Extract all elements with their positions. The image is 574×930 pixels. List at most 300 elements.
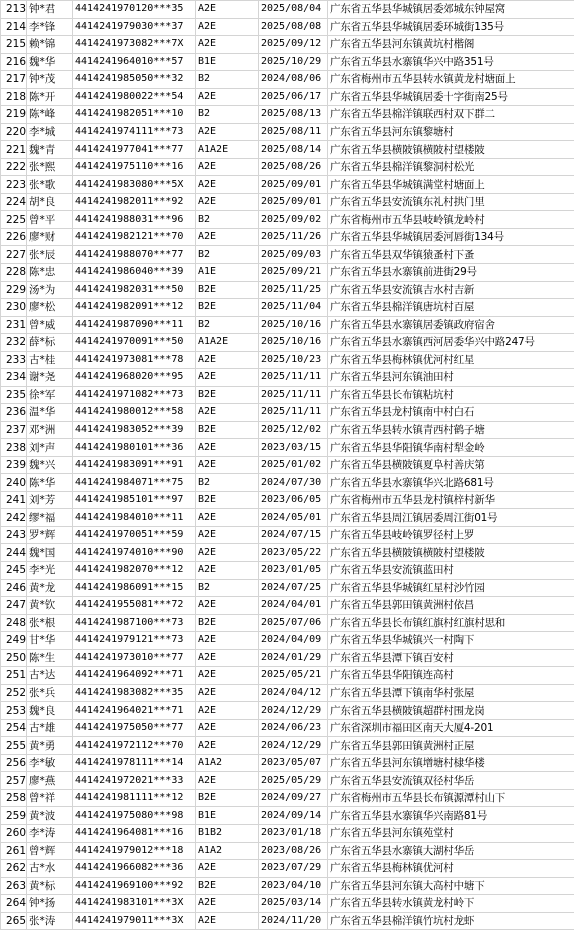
id-number-cell[interactable]: 4414241972112***70 xyxy=(73,737,196,755)
date-cell[interactable]: 2024/06/23 xyxy=(259,719,328,737)
date-cell[interactable]: 2024/07/15 xyxy=(259,526,328,544)
name-cell[interactable]: 古*雄 xyxy=(27,719,73,737)
id-number-cell[interactable]: 4414241973010***77 xyxy=(73,649,196,667)
id-number-cell[interactable]: 4414241979030***37 xyxy=(73,18,196,36)
name-cell[interactable]: 陈*生 xyxy=(27,649,73,667)
name-cell[interactable]: 钟*茂 xyxy=(27,71,73,89)
license-class-cell[interactable]: A2E xyxy=(196,667,259,685)
id-number-cell[interactable]: 4414241987090***11 xyxy=(73,316,196,334)
address-cell[interactable]: 广东省五华县横陂镇夏阜村善庆第 xyxy=(328,456,574,474)
date-cell[interactable]: 2025/10/29 xyxy=(259,53,328,71)
date-cell[interactable]: 2024/07/25 xyxy=(259,579,328,597)
row-number-cell[interactable]: 254 xyxy=(1,719,27,737)
date-cell[interactable]: 2023/08/26 xyxy=(259,842,328,860)
address-cell[interactable]: 广东省五华县水寨镇西河居委华兴中路247号 xyxy=(328,334,574,352)
row-number-cell[interactable]: 217 xyxy=(1,71,27,89)
row-number-cell[interactable]: 223 xyxy=(1,176,27,194)
id-number-cell[interactable]: 4414241971082***73 xyxy=(73,386,196,404)
license-class-cell[interactable]: B1B2 xyxy=(196,824,259,842)
name-cell[interactable]: 徐*军 xyxy=(27,386,73,404)
row-number-cell[interactable]: 232 xyxy=(1,334,27,352)
license-class-cell[interactable]: B2E xyxy=(196,877,259,895)
address-cell[interactable]: 广东省五华县华城镇满堂村塘面上 xyxy=(328,176,574,194)
date-cell[interactable]: 2024/11/20 xyxy=(259,912,328,930)
id-number-cell[interactable]: 4414241984071***75 xyxy=(73,474,196,492)
license-class-cell[interactable]: B2E xyxy=(196,386,259,404)
name-cell[interactable]: 钟*扬 xyxy=(27,895,73,913)
row-number-cell[interactable]: 221 xyxy=(1,141,27,159)
row-number-cell[interactable]: 239 xyxy=(1,456,27,474)
address-cell[interactable]: 广东省五华县长布镇红旗村红旗村思和 xyxy=(328,614,574,632)
row-number-cell[interactable]: 236 xyxy=(1,404,27,422)
id-number-cell[interactable]: 4414241986091***15 xyxy=(73,579,196,597)
address-cell[interactable]: 广东省五华县棉洋镇黎洞村松光 xyxy=(328,158,574,176)
license-class-cell[interactable]: A1A2 xyxy=(196,842,259,860)
name-cell[interactable]: 张*根 xyxy=(27,614,73,632)
id-number-cell[interactable]: 4414241970120***35 xyxy=(73,1,196,19)
license-class-cell[interactable]: A2E xyxy=(196,526,259,544)
license-class-cell[interactable]: A2E xyxy=(196,158,259,176)
row-number-cell[interactable]: 228 xyxy=(1,263,27,281)
address-cell[interactable]: 广东省五华县郭田镇黄洲村正屋 xyxy=(328,737,574,755)
date-cell[interactable]: 2023/01/18 xyxy=(259,824,328,842)
date-cell[interactable]: 2025/11/25 xyxy=(259,281,328,299)
id-number-cell[interactable]: 4414241968020***95 xyxy=(73,369,196,387)
address-cell[interactable]: 广东省五华县华城镇红星村沙竹园 xyxy=(328,579,574,597)
row-number-cell[interactable]: 263 xyxy=(1,877,27,895)
address-cell[interactable]: 广东省五华县周江镇居委周江街01号 xyxy=(328,509,574,527)
id-number-cell[interactable]: 4414241985050***32 xyxy=(73,71,196,89)
address-cell[interactable]: 广东省五华县河东镇黎塘村 xyxy=(328,123,574,141)
row-number-cell[interactable]: 238 xyxy=(1,439,27,457)
id-number-cell[interactable]: 4414241984010***11 xyxy=(73,509,196,527)
name-cell[interactable]: 张*兵 xyxy=(27,684,73,702)
id-number-cell[interactable]: 4414241974010***90 xyxy=(73,544,196,562)
name-cell[interactable]: 张*涛 xyxy=(27,912,73,930)
id-number-cell[interactable]: 4414241979012***18 xyxy=(73,842,196,860)
row-number-cell[interactable]: 214 xyxy=(1,18,27,36)
date-cell[interactable]: 2024/04/01 xyxy=(259,597,328,615)
address-cell[interactable]: 广东省五华县河东镇油田村 xyxy=(328,369,574,387)
row-number-cell[interactable]: 230 xyxy=(1,299,27,317)
license-class-cell[interactable]: A2E xyxy=(196,228,259,246)
license-class-cell[interactable]: B2 xyxy=(196,579,259,597)
row-number-cell[interactable]: 243 xyxy=(1,526,27,544)
license-class-cell[interactable]: B2E xyxy=(196,614,259,632)
address-cell[interactable]: 广东省五华县华城镇居委十字街南25号 xyxy=(328,88,574,106)
license-class-cell[interactable]: A2E xyxy=(196,509,259,527)
row-number-cell[interactable]: 262 xyxy=(1,860,27,878)
license-class-cell[interactable]: B2 xyxy=(196,71,259,89)
license-class-cell[interactable]: A2E xyxy=(196,123,259,141)
date-cell[interactable]: 2025/11/11 xyxy=(259,369,328,387)
date-cell[interactable]: 2025/11/04 xyxy=(259,299,328,317)
address-cell[interactable]: 广东省五华县华阳镇连高村 xyxy=(328,667,574,685)
name-cell[interactable]: 刘*芳 xyxy=(27,491,73,509)
license-class-cell[interactable]: A2E xyxy=(196,895,259,913)
date-cell[interactable]: 2024/07/30 xyxy=(259,474,328,492)
address-cell[interactable]: 广东省五华县安流镇东礼村拱门里 xyxy=(328,193,574,211)
date-cell[interactable]: 2025/06/17 xyxy=(259,88,328,106)
license-class-cell[interactable]: A1A2E xyxy=(196,141,259,159)
name-cell[interactable]: 魏*国 xyxy=(27,544,73,562)
license-class-cell[interactable]: A2E xyxy=(196,684,259,702)
address-cell[interactable]: 广东省五华县岐岭镇罗径村上罗 xyxy=(328,526,574,544)
address-cell[interactable]: 广东省五华县水寨镇大湖村华岳 xyxy=(328,842,574,860)
id-number-cell[interactable]: 4414241975080***98 xyxy=(73,807,196,825)
date-cell[interactable]: 2025/05/21 xyxy=(259,667,328,685)
row-number-cell[interactable]: 259 xyxy=(1,807,27,825)
date-cell[interactable]: 2025/11/11 xyxy=(259,404,328,422)
date-cell[interactable]: 2023/07/29 xyxy=(259,860,328,878)
id-number-cell[interactable]: 4414241983080***5X xyxy=(73,176,196,194)
name-cell[interactable]: 黄*波 xyxy=(27,807,73,825)
license-class-cell[interactable]: A2E xyxy=(196,772,259,790)
row-number-cell[interactable]: 247 xyxy=(1,597,27,615)
name-cell[interactable]: 黄*龙 xyxy=(27,579,73,597)
license-class-cell[interactable]: A1E xyxy=(196,263,259,281)
license-class-cell[interactable]: B2E xyxy=(196,421,259,439)
id-number-cell[interactable]: 4414241983101***3X xyxy=(73,895,196,913)
address-cell[interactable]: 广东省梅州市五华县龙村镇梓村新华 xyxy=(328,491,574,509)
id-number-cell[interactable]: 4414241979011***3X xyxy=(73,912,196,930)
license-class-cell[interactable]: A2E xyxy=(196,1,259,19)
name-cell[interactable]: 古*桂 xyxy=(27,351,73,369)
license-class-cell[interactable]: B2 xyxy=(196,106,259,124)
date-cell[interactable]: 2025/09/01 xyxy=(259,176,328,194)
date-cell[interactable]: 2023/01/05 xyxy=(259,562,328,580)
address-cell[interactable]: 广东省五华县龙村镇南中村白石 xyxy=(328,404,574,422)
name-cell[interactable]: 古*水 xyxy=(27,860,73,878)
license-class-cell[interactable]: A2E xyxy=(196,649,259,667)
address-cell[interactable]: 广东省五华县双华镇猿蚤村下蚤 xyxy=(328,246,574,264)
date-cell[interactable]: 2025/09/01 xyxy=(259,193,328,211)
license-class-cell[interactable]: B2 xyxy=(196,474,259,492)
date-cell[interactable]: 2025/09/12 xyxy=(259,36,328,54)
name-cell[interactable]: 邓*洲 xyxy=(27,421,73,439)
id-number-cell[interactable]: 4414241981111***12 xyxy=(73,789,196,807)
row-number-cell[interactable]: 222 xyxy=(1,158,27,176)
row-number-cell[interactable]: 245 xyxy=(1,562,27,580)
id-number-cell[interactable]: 4414241986040***39 xyxy=(73,263,196,281)
license-class-cell[interactable]: A2E xyxy=(196,737,259,755)
name-cell[interactable]: 魏*青 xyxy=(27,141,73,159)
address-cell[interactable]: 广东省五华县水寨镇华兴北路681号 xyxy=(328,474,574,492)
row-number-cell[interactable]: 253 xyxy=(1,702,27,720)
row-number-cell[interactable]: 252 xyxy=(1,684,27,702)
date-cell[interactable]: 2025/08/26 xyxy=(259,158,328,176)
address-cell[interactable]: 广东省五华县水寨镇居委镇政府宿舍 xyxy=(328,316,574,334)
address-cell[interactable]: 广东省梅州市五华县转水镇黄龙村塘面上 xyxy=(328,71,574,89)
row-number-cell[interactable]: 218 xyxy=(1,88,27,106)
id-number-cell[interactable]: 4414241987100***73 xyxy=(73,614,196,632)
row-number-cell[interactable]: 242 xyxy=(1,509,27,527)
row-number-cell[interactable]: 258 xyxy=(1,789,27,807)
row-number-cell[interactable]: 241 xyxy=(1,491,27,509)
date-cell[interactable]: 2025/10/16 xyxy=(259,334,328,352)
date-cell[interactable]: 2023/04/10 xyxy=(259,877,328,895)
id-number-cell[interactable]: 4414241975110***16 xyxy=(73,158,196,176)
date-cell[interactable]: 2025/11/11 xyxy=(259,386,328,404)
name-cell[interactable]: 甘*华 xyxy=(27,632,73,650)
name-cell[interactable]: 陈*开 xyxy=(27,88,73,106)
row-number-cell[interactable]: 219 xyxy=(1,106,27,124)
name-cell[interactable]: 魏*良 xyxy=(27,702,73,720)
name-cell[interactable]: 曾*平 xyxy=(27,211,73,229)
date-cell[interactable]: 2023/05/22 xyxy=(259,544,328,562)
id-number-cell[interactable]: 4414241983091***91 xyxy=(73,456,196,474)
id-number-cell[interactable]: 4414241982051***10 xyxy=(73,106,196,124)
address-cell[interactable]: 广东省深圳市福田区南天大厦4-201 xyxy=(328,719,574,737)
name-cell[interactable]: 陈*华 xyxy=(27,474,73,492)
name-cell[interactable]: 陈*峰 xyxy=(27,106,73,124)
address-cell[interactable]: 广东省五华县水寨镇华兴南路81号 xyxy=(328,807,574,825)
address-cell[interactable]: 广东省五华县华阳镇华南村犁金岭 xyxy=(328,439,574,457)
license-class-cell[interactable]: A2E xyxy=(196,719,259,737)
license-class-cell[interactable]: A2E xyxy=(196,36,259,54)
name-cell[interactable]: 曾*辉 xyxy=(27,842,73,860)
date-cell[interactable]: 2025/08/11 xyxy=(259,123,328,141)
row-number-cell[interactable]: 227 xyxy=(1,246,27,264)
address-cell[interactable]: 广东省五华县华城镇居委郊城东钟屋窝 xyxy=(328,1,574,19)
row-number-cell[interactable]: 226 xyxy=(1,228,27,246)
row-number-cell[interactable]: 237 xyxy=(1,421,27,439)
row-number-cell[interactable]: 255 xyxy=(1,737,27,755)
id-number-cell[interactable]: 4414241964021***71 xyxy=(73,702,196,720)
id-number-cell[interactable]: 4414241974111***73 xyxy=(73,123,196,141)
name-cell[interactable]: 薛*标 xyxy=(27,334,73,352)
address-cell[interactable]: 广东省五华县华城镇居委河唇街134号 xyxy=(328,228,574,246)
name-cell[interactable]: 温*华 xyxy=(27,404,73,422)
address-cell[interactable]: 广东省五华县转水镇青西村鹤子塘 xyxy=(328,421,574,439)
date-cell[interactable]: 2025/03/14 xyxy=(259,895,328,913)
license-class-cell[interactable]: B2E xyxy=(196,789,259,807)
license-class-cell[interactable]: A2E xyxy=(196,18,259,36)
name-cell[interactable]: 李*敏 xyxy=(27,754,73,772)
row-number-cell[interactable]: 225 xyxy=(1,211,27,229)
date-cell[interactable]: 2024/12/29 xyxy=(259,737,328,755)
address-cell[interactable]: 广东省五华县华城镇居委环城街135号 xyxy=(328,18,574,36)
license-class-cell[interactable]: A2E xyxy=(196,439,259,457)
date-cell[interactable]: 2025/12/02 xyxy=(259,421,328,439)
row-number-cell[interactable]: 261 xyxy=(1,842,27,860)
license-class-cell[interactable]: A2E xyxy=(196,702,259,720)
address-cell[interactable]: 广东省五华县河东镇苑堂村 xyxy=(328,824,574,842)
address-cell[interactable]: 广东省梅州市五华县岐岭镇龙岭村 xyxy=(328,211,574,229)
name-cell[interactable]: 魏*兴 xyxy=(27,456,73,474)
name-cell[interactable]: 廖*松 xyxy=(27,299,73,317)
id-number-cell[interactable]: 4414241988031***96 xyxy=(73,211,196,229)
date-cell[interactable]: 2024/01/29 xyxy=(259,649,328,667)
license-class-cell[interactable]: A2E xyxy=(196,404,259,422)
address-cell[interactable]: 广东省五华县潭下镇百安村 xyxy=(328,649,574,667)
date-cell[interactable]: 2025/08/14 xyxy=(259,141,328,159)
row-number-cell[interactable]: 220 xyxy=(1,123,27,141)
id-number-cell[interactable]: 4414241980022***54 xyxy=(73,88,196,106)
name-cell[interactable]: 李*锋 xyxy=(27,18,73,36)
address-cell[interactable]: 广东省五华县安流镇蓝田村 xyxy=(328,562,574,580)
license-class-cell[interactable]: B2E xyxy=(196,281,259,299)
address-cell[interactable]: 广东省五华县横陂镇超群村围龙岗 xyxy=(328,702,574,720)
address-cell[interactable]: 广东省五华县转水镇黄龙村岭下 xyxy=(328,895,574,913)
address-cell[interactable]: 广东省五华县安流镇吉水村吉新 xyxy=(328,281,574,299)
id-number-cell[interactable]: 4414241966082***36 xyxy=(73,860,196,878)
name-cell[interactable]: 黄*勇 xyxy=(27,737,73,755)
date-cell[interactable]: 2025/08/04 xyxy=(259,1,328,19)
name-cell[interactable]: 钟*君 xyxy=(27,1,73,19)
name-cell[interactable]: 魏*华 xyxy=(27,53,73,71)
address-cell[interactable]: 广东省五华县潭下镇南华村张屋 xyxy=(328,684,574,702)
date-cell[interactable]: 2025/08/13 xyxy=(259,106,328,124)
license-class-cell[interactable]: A2E xyxy=(196,176,259,194)
license-class-cell[interactable]: A2E xyxy=(196,351,259,369)
row-number-cell[interactable]: 244 xyxy=(1,544,27,562)
license-class-cell[interactable]: B1E xyxy=(196,807,259,825)
address-cell[interactable]: 广东省五华县河东镇增塘村棣华楼 xyxy=(328,754,574,772)
date-cell[interactable]: 2025/07/06 xyxy=(259,614,328,632)
row-number-cell[interactable]: 215 xyxy=(1,36,27,54)
address-cell[interactable]: 广东省五华县水寨镇华兴中路351号 xyxy=(328,53,574,71)
date-cell[interactable]: 2024/08/06 xyxy=(259,71,328,89)
row-number-cell[interactable]: 213 xyxy=(1,1,27,19)
license-class-cell[interactable]: A2E xyxy=(196,860,259,878)
name-cell[interactable]: 李*光 xyxy=(27,562,73,580)
date-cell[interactable]: 2025/10/23 xyxy=(259,351,328,369)
row-number-cell[interactable]: 248 xyxy=(1,614,27,632)
row-number-cell[interactable]: 264 xyxy=(1,895,27,913)
address-cell[interactable]: 广东省五华县河东镇黄坑村楷阁 xyxy=(328,36,574,54)
date-cell[interactable]: 2024/09/27 xyxy=(259,789,328,807)
license-class-cell[interactable]: B2 xyxy=(196,316,259,334)
id-number-cell[interactable]: 4414241970051***59 xyxy=(73,526,196,544)
name-cell[interactable]: 李*城 xyxy=(27,123,73,141)
row-number-cell[interactable]: 256 xyxy=(1,754,27,772)
address-cell[interactable]: 广东省五华县棉洋镇联西村双下群二 xyxy=(328,106,574,124)
address-cell[interactable]: 广东省五华县长布镇粘坑村 xyxy=(328,386,574,404)
name-cell[interactable]: 张*熙 xyxy=(27,158,73,176)
address-cell[interactable]: 广东省五华县郭田镇黄洲村依昌 xyxy=(328,597,574,615)
address-cell[interactable]: 广东省五华县梅林镇优河村红星 xyxy=(328,351,574,369)
name-cell[interactable]: 汤*为 xyxy=(27,281,73,299)
id-number-cell[interactable]: 4414241973081***78 xyxy=(73,351,196,369)
license-class-cell[interactable]: A2E xyxy=(196,562,259,580)
id-number-cell[interactable]: 4414241977041***77 xyxy=(73,141,196,159)
name-cell[interactable]: 廖*财 xyxy=(27,228,73,246)
id-number-cell[interactable]: 4414241982031***50 xyxy=(73,281,196,299)
address-cell[interactable]: 广东省五华县华城镇兴一村陶下 xyxy=(328,632,574,650)
row-number-cell[interactable]: 250 xyxy=(1,649,27,667)
id-number-cell[interactable]: 4414241972021***33 xyxy=(73,772,196,790)
row-number-cell[interactable]: 231 xyxy=(1,316,27,334)
name-cell[interactable]: 张*歌 xyxy=(27,176,73,194)
id-number-cell[interactable]: 4414241982091***12 xyxy=(73,299,196,317)
address-cell[interactable]: 广东省梅州市五华县长布镇源潭村山下 xyxy=(328,789,574,807)
name-cell[interactable]: 刘*声 xyxy=(27,439,73,457)
id-number-cell[interactable]: 4414241964010***57 xyxy=(73,53,196,71)
date-cell[interactable]: 2025/08/08 xyxy=(259,18,328,36)
license-class-cell[interactable]: B2 xyxy=(196,246,259,264)
id-number-cell[interactable]: 4414241983082***35 xyxy=(73,684,196,702)
row-number-cell[interactable]: 233 xyxy=(1,351,27,369)
license-class-cell[interactable]: B2 xyxy=(196,211,259,229)
license-class-cell[interactable]: A2E xyxy=(196,912,259,930)
address-cell[interactable]: 广东省五华县横陂镇横陂村望楼陂 xyxy=(328,544,574,562)
row-number-cell[interactable]: 234 xyxy=(1,369,27,387)
id-number-cell[interactable]: 4414241964092***71 xyxy=(73,667,196,685)
date-cell[interactable]: 2025/10/16 xyxy=(259,316,328,334)
row-number-cell[interactable]: 216 xyxy=(1,53,27,71)
name-cell[interactable]: 李*涛 xyxy=(27,824,73,842)
license-class-cell[interactable]: A2E xyxy=(196,597,259,615)
license-class-cell[interactable]: B2E xyxy=(196,491,259,509)
id-number-cell[interactable]: 4414241982121***70 xyxy=(73,228,196,246)
address-cell[interactable]: 广东省五华县安流镇双径村华岳 xyxy=(328,772,574,790)
license-class-cell[interactable]: A2E xyxy=(196,632,259,650)
license-class-cell[interactable]: A2E xyxy=(196,88,259,106)
row-number-cell[interactable]: 265 xyxy=(1,912,27,930)
name-cell[interactable]: 廖*燕 xyxy=(27,772,73,790)
date-cell[interactable]: 2025/11/26 xyxy=(259,228,328,246)
license-class-cell[interactable]: A2E xyxy=(196,544,259,562)
address-cell[interactable]: 广东省五华县棉洋镇竹坑村龙虾 xyxy=(328,912,574,930)
row-number-cell[interactable]: 229 xyxy=(1,281,27,299)
date-cell[interactable]: 2025/09/03 xyxy=(259,246,328,264)
id-number-cell[interactable]: 4414241975050***77 xyxy=(73,719,196,737)
row-number-cell[interactable]: 246 xyxy=(1,579,27,597)
id-number-cell[interactable]: 4414241964081***16 xyxy=(73,824,196,842)
address-cell[interactable]: 广东省五华县棉洋镇唐坑村百屋 xyxy=(328,299,574,317)
address-cell[interactable]: 广东省五华县梅林镇优河村 xyxy=(328,860,574,878)
id-number-cell[interactable]: 4414241988070***77 xyxy=(73,246,196,264)
address-cell[interactable]: 广东省五华县横陂镇横陂村望楼陂 xyxy=(328,141,574,159)
date-cell[interactable]: 2023/05/07 xyxy=(259,754,328,772)
license-class-cell[interactable]: A1A2 xyxy=(196,754,259,772)
id-number-cell[interactable]: 4414241969100***92 xyxy=(73,877,196,895)
row-number-cell[interactable]: 235 xyxy=(1,386,27,404)
name-cell[interactable]: 黄*标 xyxy=(27,877,73,895)
license-class-cell[interactable]: A1A2E xyxy=(196,334,259,352)
id-number-cell[interactable]: 4414241973082***7X xyxy=(73,36,196,54)
id-number-cell[interactable]: 4414241980101***36 xyxy=(73,439,196,457)
row-number-cell[interactable]: 260 xyxy=(1,824,27,842)
name-cell[interactable]: 曾*威 xyxy=(27,316,73,334)
id-number-cell[interactable]: 4414241970091***50 xyxy=(73,334,196,352)
name-cell[interactable]: 罗*辉 xyxy=(27,526,73,544)
date-cell[interactable]: 2025/09/21 xyxy=(259,263,328,281)
id-number-cell[interactable]: 4414241979121***73 xyxy=(73,632,196,650)
date-cell[interactable]: 2025/01/02 xyxy=(259,456,328,474)
date-cell[interactable]: 2024/04/12 xyxy=(259,684,328,702)
id-number-cell[interactable]: 4414241985101***97 xyxy=(73,491,196,509)
date-cell[interactable]: 2023/03/15 xyxy=(259,439,328,457)
id-number-cell[interactable]: 4414241980012***58 xyxy=(73,404,196,422)
name-cell[interactable]: 胡*良 xyxy=(27,193,73,211)
name-cell[interactable]: 曾*祥 xyxy=(27,789,73,807)
row-number-cell[interactable]: 224 xyxy=(1,193,27,211)
row-number-cell[interactable]: 251 xyxy=(1,667,27,685)
name-cell[interactable]: 缪*福 xyxy=(27,509,73,527)
address-cell[interactable]: 广东省五华县河东镇大高村中塘下 xyxy=(328,877,574,895)
name-cell[interactable]: 张*辰 xyxy=(27,246,73,264)
id-number-cell[interactable]: 4414241955081***72 xyxy=(73,597,196,615)
name-cell[interactable]: 赖*锦 xyxy=(27,36,73,54)
id-number-cell[interactable]: 4414241982011***92 xyxy=(73,193,196,211)
license-class-cell[interactable]: A2E xyxy=(196,369,259,387)
id-number-cell[interactable]: 4414241982070***12 xyxy=(73,562,196,580)
date-cell[interactable]: 2024/12/29 xyxy=(259,702,328,720)
name-cell[interactable]: 黄*钦 xyxy=(27,597,73,615)
name-cell[interactable]: 谢*尧 xyxy=(27,369,73,387)
